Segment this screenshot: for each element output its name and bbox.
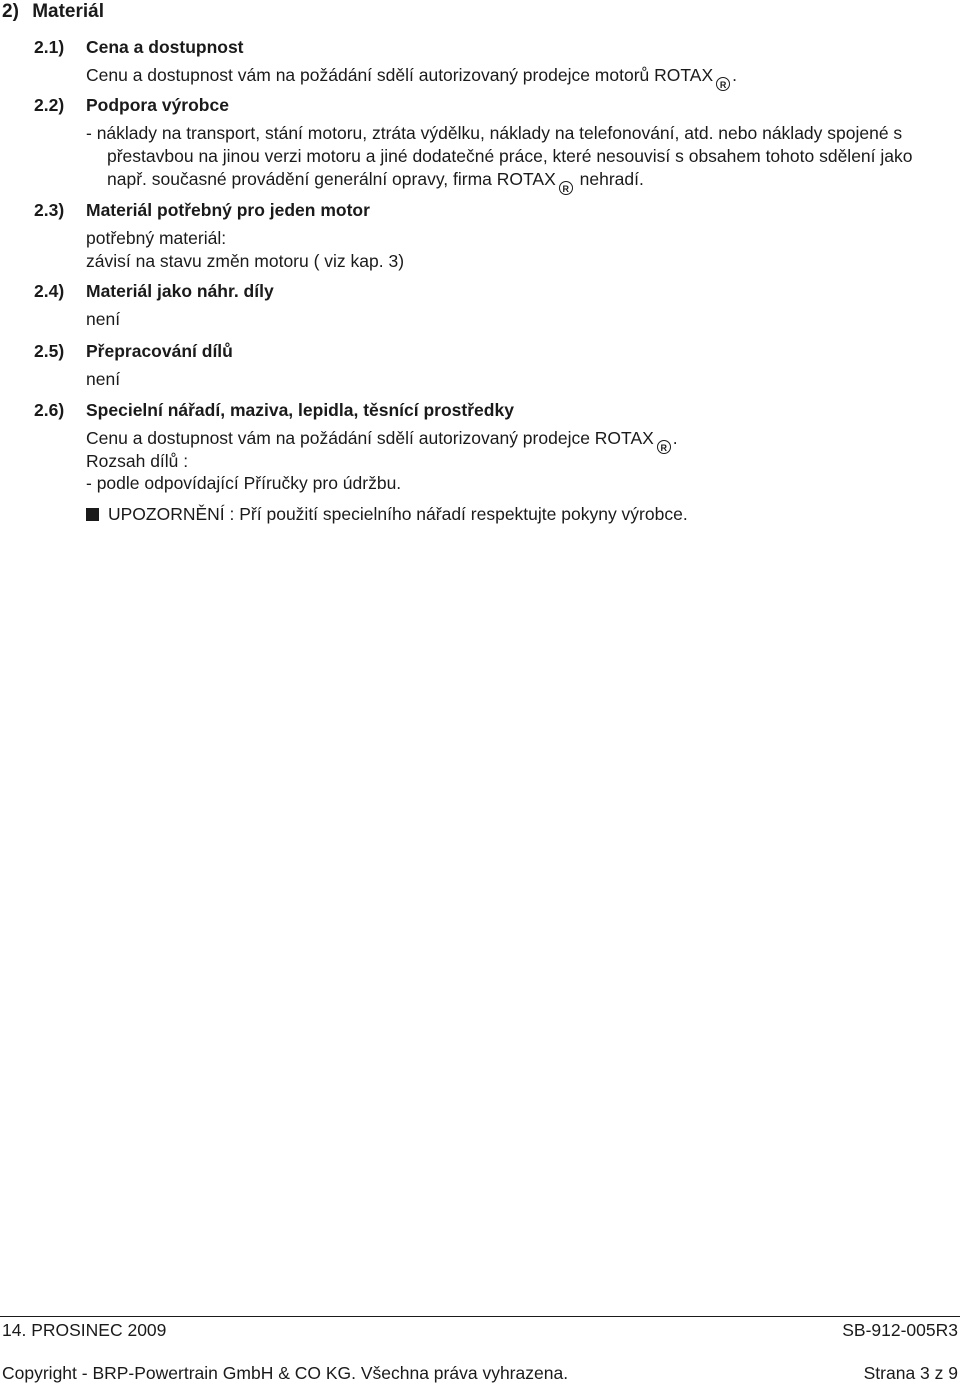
subsection-2-2-line1: - náklady na transport, stání motoru, ztráta výdělku, náklady na telefonování, atd. nebo náklady spojené s xyxy=(86,123,903,143)
subsection-number: 2.1) xyxy=(34,37,65,57)
subsection-2-2-line2: přestavbou na jinou verzi motoru a jiné dodatečné práce, které nesouvisí s obsahem tohoto sdělení jako xyxy=(107,146,913,166)
subsection-number: 2.2) xyxy=(34,95,65,115)
subsection-2-2-title: Podpora výrobce xyxy=(86,95,229,115)
square-bullet-icon xyxy=(86,508,99,521)
registered-mark-icon: R xyxy=(716,77,730,91)
subsection-2-2-heading xyxy=(34,94,64,117)
subsection-number: 2.5) xyxy=(34,341,65,361)
footer-page-number: Strana 3 z 9 xyxy=(863,1363,958,1383)
section-heading xyxy=(2,0,104,25)
footer-date: 14. PROSINEC 2009 xyxy=(2,1320,167,1340)
subsection-2-3-line1: potřebný materiál: xyxy=(86,228,227,248)
paragraph-text: nehradí. xyxy=(579,169,644,189)
subsection-2-4-text: není xyxy=(86,309,121,329)
subsection-2-6-heading xyxy=(34,399,64,422)
subsection-2-1-text xyxy=(86,64,737,91)
registered-mark-icon: R xyxy=(657,440,671,454)
paragraph-text: např. současné provádění generální opravy, firma ROTAX xyxy=(107,169,556,189)
subsection-number: 2.4) xyxy=(34,281,65,301)
warning-note xyxy=(86,503,688,526)
section-number: 2) xyxy=(2,1,19,22)
subsection-2-6-line3: - podle odpovídající Příručky pro údržbu. xyxy=(86,473,402,493)
paragraph-text: Cenu a dostupnost vám na požádání sdělí autorizovaný prodejce ROTAX xyxy=(86,428,654,448)
subsection-number: 2.6) xyxy=(34,400,65,420)
warning-text: UPOZORNĚNÍ : Pří použití specielního nářadí respektujte pokyny výrobce. xyxy=(108,504,688,524)
subsection-2-6-line2: Rozsah dílů : xyxy=(86,451,189,471)
subsection-2-6-title: Specielní nářadí, maziva, lepidla, těsnící prostředky xyxy=(86,400,514,420)
subsection-2-1-heading xyxy=(34,36,64,59)
subsection-2-3-title: Materiál potřebný pro jeden motor xyxy=(86,200,370,220)
subsection-number: 2.3) xyxy=(34,200,65,220)
footer-divider xyxy=(0,1316,960,1317)
paragraph-text: . xyxy=(732,65,737,85)
subsection-2-1-title: Cena a dostupnost xyxy=(86,37,244,57)
subsection-2-5-heading xyxy=(34,340,64,363)
subsection-2-5-text: není xyxy=(86,369,121,389)
subsection-2-2-line3 xyxy=(107,168,644,195)
subsection-2-5-title: Přepracování dílů xyxy=(86,341,233,361)
paragraph-text: . xyxy=(672,428,678,448)
paragraph-text: Cenu a dostupnost vám na požádání sdělí autorizovaný prodejce motorů ROTAX xyxy=(86,65,714,85)
subsection-2-4-heading xyxy=(34,280,64,303)
section-title: Materiál xyxy=(32,1,104,22)
registered-mark-icon: R xyxy=(559,181,573,195)
subsection-2-3-heading xyxy=(34,199,64,222)
subsection-2-4-title: Materiál jako náhr. díly xyxy=(86,281,274,301)
footer-doc-id: SB-912-005R3 xyxy=(842,1320,958,1340)
subsection-2-3-line2: závisí na stavu změn motoru ( viz kap. 3) xyxy=(86,251,405,271)
footer-copyright: Copyright - BRP-Powertrain GmbH & CO KG. Všechna práva vyhrazena. xyxy=(2,1363,569,1383)
